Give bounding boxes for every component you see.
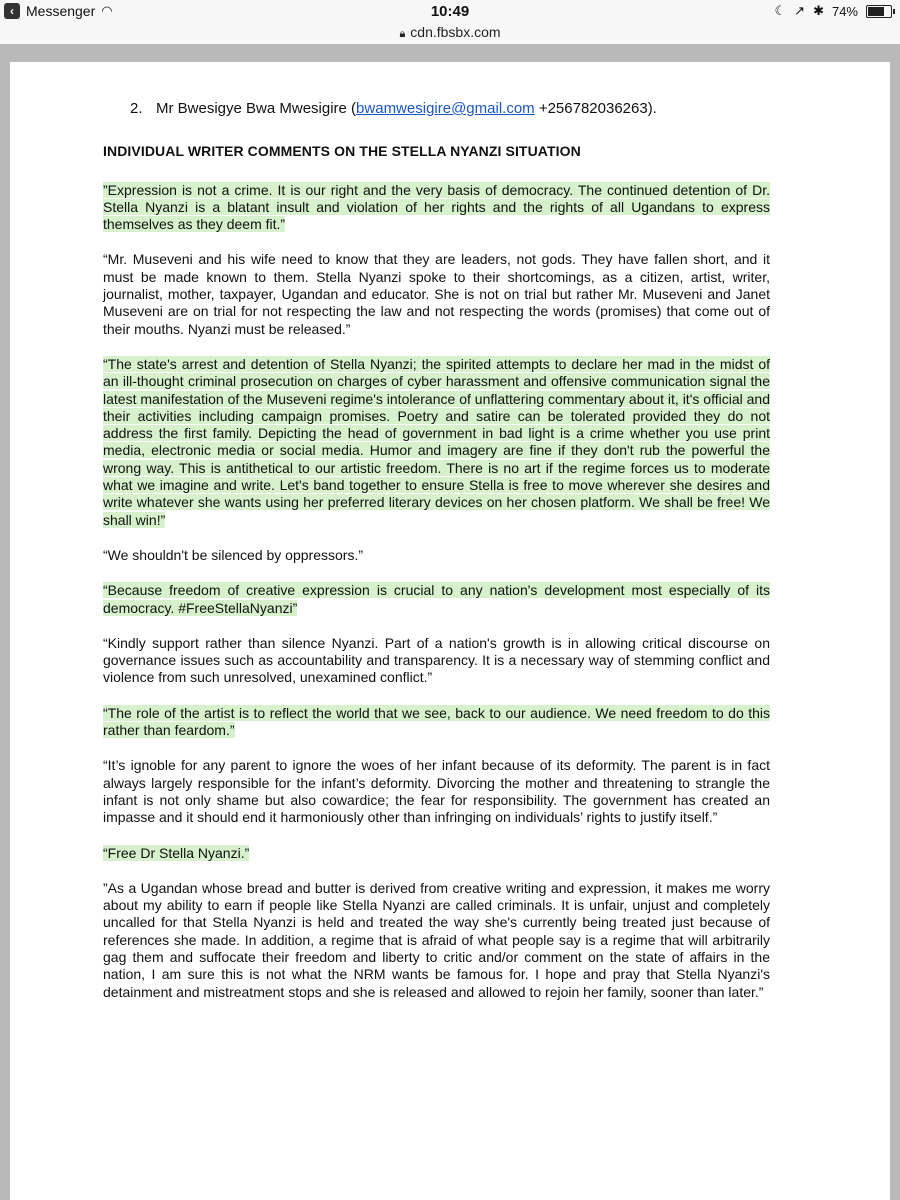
- writer-comment: [103, 845, 770, 862]
- highlighted-comment-text: ”Expression is not a crime. It is our right and the very basis of democracy. The continued detention of Dr. Stella Nyanzi is a blatant insult and violation of her rights and the rights of all Ugandans to express themselves as they deem fit.”: [103, 181, 770, 233]
- comment-text: “We shouldn't be silenced by oppressors.”: [103, 546, 363, 563]
- back-app-label[interactable]: Messenger: [26, 3, 96, 19]
- document-content: [103, 100, 770, 1001]
- battery-icon: [866, 5, 892, 18]
- moon-icon: ☾: [774, 3, 787, 18]
- comment-text: ”As a Ugandan whose bread and butter is derived from creative writing and expression, it makes me worry about my ability to earn if people like Stella Nyanzi are called criminals. It is unfair, unjust and completely uncalled for that Stella Nyanzi is held and treated the way she's currently being treated just because of references she made. In addition, a regime that is afraid of what people say is a regime that will arbitrarily gag them and suffocate their freedom and liberty to critic and/or comment on the state of affairs in the nation, I am sure this is not what the NRM wants be famous for. I hope and pray that Stella Nyanzi's detainment and mistreatment stops and she is released and allowed to rejoin her family, sooner than later.”: [103, 879, 770, 1000]
- status-bar: [0, 0, 900, 24]
- writer-comment: [103, 757, 770, 826]
- writer-comment: [103, 182, 770, 234]
- list-number: 2.: [130, 100, 143, 117]
- url-bar[interactable]: [0, 24, 900, 44]
- highlighted-comment-text: “The role of the artist is to reflect the world that we see, back to our audience. We need freedom to do this rather than feardom.”: [103, 704, 770, 739]
- contact-list-item: [130, 100, 770, 117]
- writer-comment: [103, 251, 770, 337]
- clock: 10:49: [430, 3, 470, 20]
- url-text[interactable]: cdn.fbsbx.com: [410, 24, 501, 40]
- highlighted-comment-text: “Because freedom of creative expression is crucial to any nation's development most especially of its democracy. #FreeStellaNyanzi”: [103, 582, 770, 616]
- writer-comment: [103, 705, 770, 740]
- highlighted-comment-text: “Free Dr Stella Nyanzi.”: [103, 844, 250, 861]
- wifi-icon: ◠: [101, 3, 113, 18]
- contact-name: Mr Bwesigye Bwa Mwesigire (: [156, 100, 357, 117]
- status-indicators: [775, 3, 893, 19]
- writer-comment: [103, 880, 770, 1001]
- writer-comment: [103, 356, 770, 529]
- highlighted-comment-text: “The state's arrest and detention of Stella Nyanzi; the spirited attempts to declare her mad in the midst of an ill-thought criminal prosecution on charges of cyber harassment and offensive communication signal the latest manifestation of the Museveni regime's intolerance of unflattering commentary about it, it's official and their activities including campaign promises. Poetry and satire can be tolerated provided they do not address the first family. Depicting the head of government in bad light is a crime whether you use print media, electronic media or social media. Humor and imagery are fine if they don't rub the powerful the wrong way. This is antithetical to our artistic freedom. There is no art if the regime forces us to moderate what we imagine and write. Let's band together to ensure Stella is free to move wherever she desires and write whatever she wants using her preferred literary devices on her chosen platform. We shall be free! We shall win!”: [103, 355, 770, 528]
- location-icon: ↗: [794, 3, 806, 18]
- contact-phone: +256782036263).: [534, 100, 657, 117]
- comments-list: [103, 182, 770, 1001]
- writer-comment: [103, 582, 770, 617]
- back-arrow-icon[interactable]: ‹: [4, 3, 20, 19]
- comment-text: “Mr. Museveni and his wife need to know that they are leaders, not gods. They have fallen short, and it must be made known to them. Stella Nyanzi spoke to their shortcomings, as a citizen, artist, writer, journalist, mother, taxpayer, Ugandan and educator. She is not on trial but rather Mr. Museveni and Janet Museveni are on trial for not respecting the law and not respecting the words (promises) that come out of their mouths. Nyanzi must be released.”: [103, 251, 770, 337]
- contact-entry: [156, 100, 657, 117]
- battery-percent: 74%: [831, 3, 858, 19]
- section-heading: INDIVIDUAL WRITER COMMENTS ON THE STELLA NYANZI SITUATION: [103, 143, 581, 160]
- email-link[interactable]: bwamwesigire@gmail.com: [356, 100, 535, 117]
- comment-text: “It’s ignoble for any parent to ignore the woes of her infant because of its deformity. The parent is in fact always largely responsible for the infant’s deformity. Divorcing the mother and threatening to strangle the infant is not only shame but also cowardice; the fear for responsibility. The government has created an impasse and it should end it harmoniously other than infringing on individuals’ rights to justify itself.”: [103, 757, 770, 826]
- bluetooth-icon: ✱: [813, 3, 824, 18]
- writer-comment: [103, 547, 770, 564]
- writer-comment: [103, 635, 770, 687]
- comment-text: “Kindly support rather than silence Nyanzi. Part of a nation's growth is in allowing critical discourse on governance issues such as accountability and transparency. It is a necessary way of stemming conflict and violence from such unresolved, unexamined conflict.”: [103, 634, 770, 686]
- lock-icon: 🔒︎: [399, 28, 406, 40]
